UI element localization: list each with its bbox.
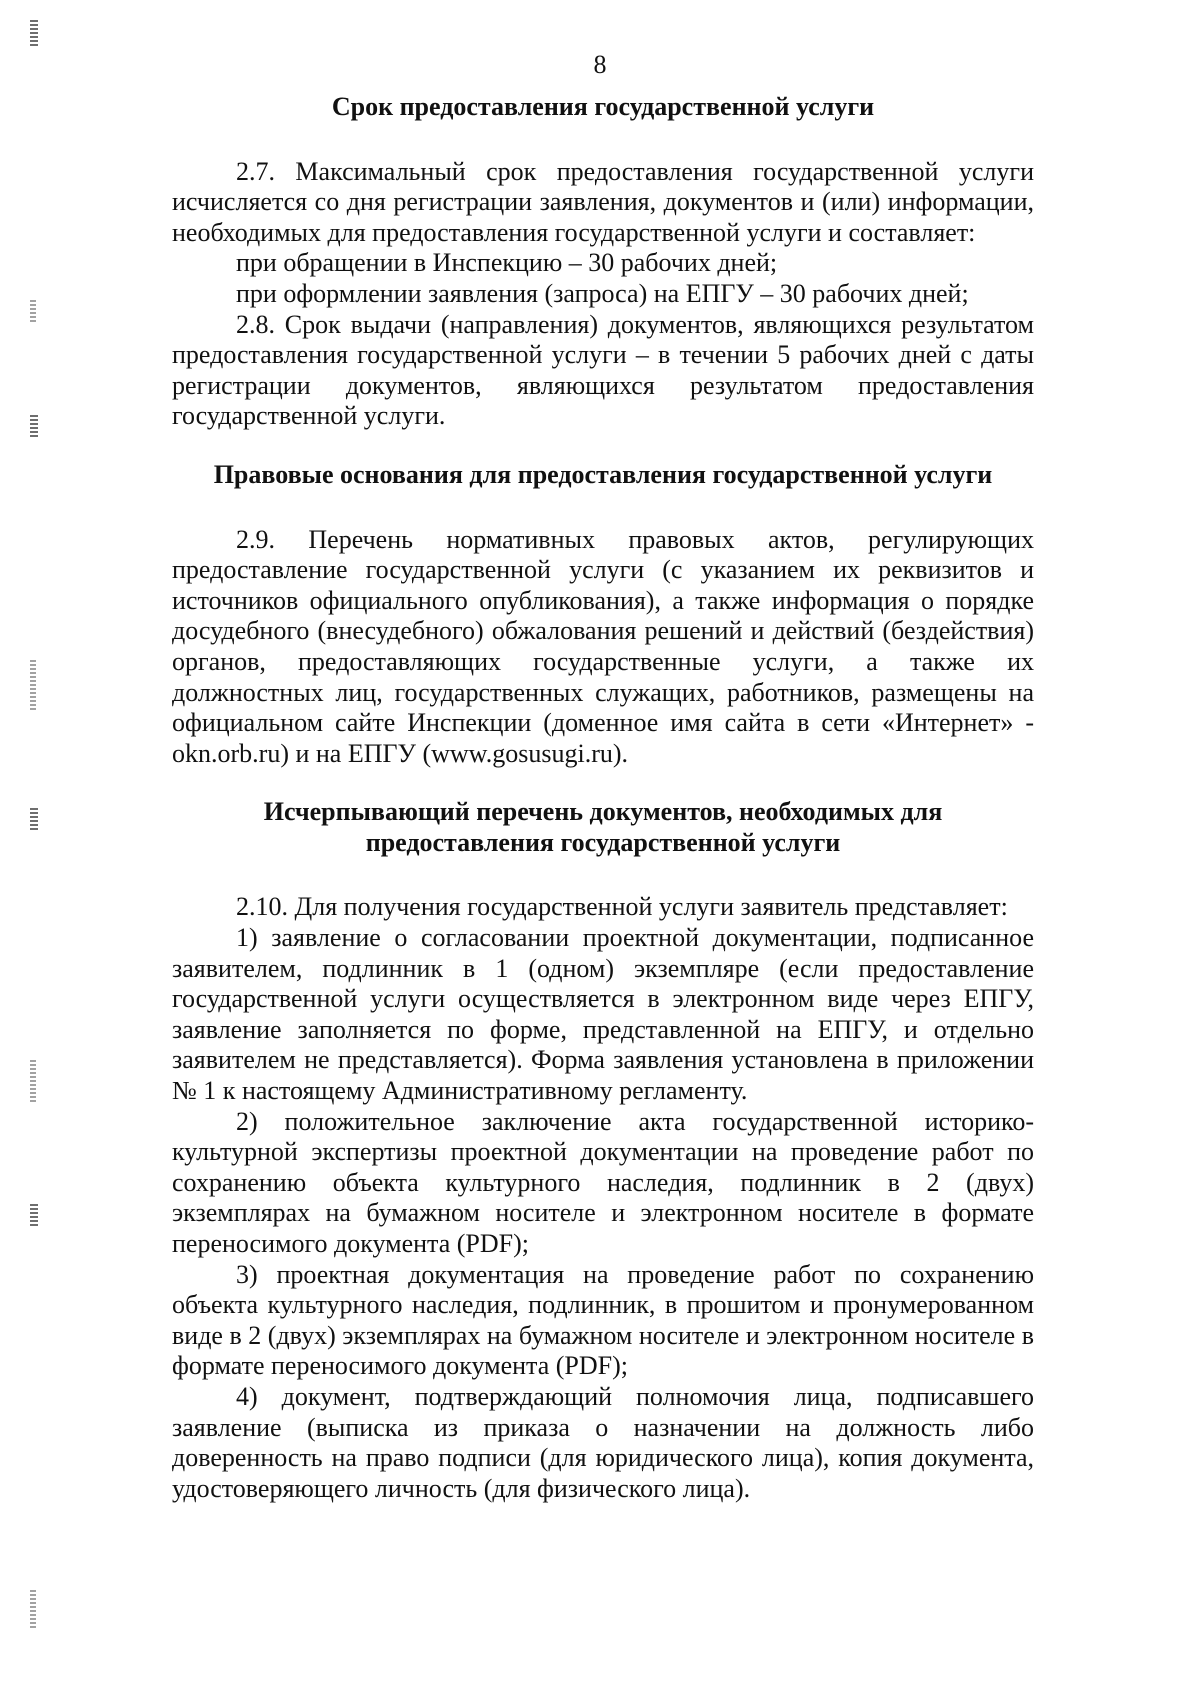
paragraph: 2.7. Максимальный срок предоставления государственной услуги исчисляется со дня регистрации заявления, документов и (или) информации, необходимых для предоставления государственной услуги и составляет: [172, 156, 1034, 247]
list-item: 1) заявление о согласовании проектной документации, подписанное заявителем, подлинник в 1 (одном) экземпляре (если предоставление государственной услуги осуществляется в электронном виде через ЕПГУ, заявление заполняется по форме, представленной на ЕПГУ, и отдельно заявителем не представляется). Форма заявления установлена в приложении № 1 к настоящему Административному регламенту. [172, 923, 1034, 1106]
scan-margin-mark [30, 300, 36, 322]
document-body [172, 90, 1034, 1504]
scan-margin-mark [30, 1204, 38, 1228]
scan-margin-mark [30, 1590, 36, 1630]
list-item: 4) документ, подтверждающий полномочия лица, подписавшего заявление (выписка из приказа о назначении на должность либо доверенность на право подписи (для юридического лица), копия документа, удостоверяющего личность (для физического лица). [172, 1381, 1034, 1503]
section-heading: Правовые основания для предоставления государственной услуги [213, 459, 993, 489]
scan-margin-mark [30, 415, 38, 437]
paragraph: при обращении в Инспекцию – 30 рабочих дней; [236, 248, 778, 278]
page-number: 8 [593, 50, 607, 79]
scan-margin-mark [30, 660, 36, 710]
section-heading: Исчерпывающий перечень документов, необходимых для предоставления государственной услуги [263, 797, 943, 857]
list-item: 3) проектная документация на проведение работ по сохранению объекта культурного наследия, подлинник, в прошитом и пронумерованном виде в 2 (двух) экземплярах на бумажном носителе и электронном носителе в формате переносимого документа (PDF); [172, 1259, 1034, 1381]
scan-margin-mark [30, 808, 38, 832]
paragraph: при оформлении заявления (запроса) на ЕПГУ – 30 рабочих дней; [236, 278, 969, 308]
section-heading: Срок предоставления государственной услуги [331, 92, 875, 121]
list-item: 2) положительное заключение акта государственной историко-культурной экспертизы проектной документации на проведение работ по сохранению объекта культурного наследия, подлинник в 2 (двух) экземплярах на бумажном носителе и электронном носителе в формате переносимого документа (PDF); [172, 1106, 1034, 1258]
paragraph: 2.8. Срок выдачи (направления) документов, являющихся результатом предоставления государственной услуги – в течении 5 рабочих дней с даты регистрации документов, являющихся результатом предоставления государственной услуги. [172, 309, 1034, 431]
scan-margin-mark [30, 20, 38, 48]
scan-margin-mark [30, 1060, 36, 1104]
paragraph: 2.10. Для получения государственной услуги заявитель представляет: [236, 892, 1008, 922]
paragraph: 2.9. Перечень нормативных правовых актов, регулирующих предоставление государственной услуги (с указанием их реквизитов и источников официального опубликования), а также информация о порядке досудебного (внесудебного) обжалования решений и действий (бездействия) органов, предоставляющих государственные услуги, а также их должностных лиц, государственных служащих, работников, размещены на официальном сайте Инспекции (доменное имя сайта в сети «Интернет» - okn.orb.ru) и на ЕПГУ (www.gosusugi.ru). [172, 524, 1034, 768]
